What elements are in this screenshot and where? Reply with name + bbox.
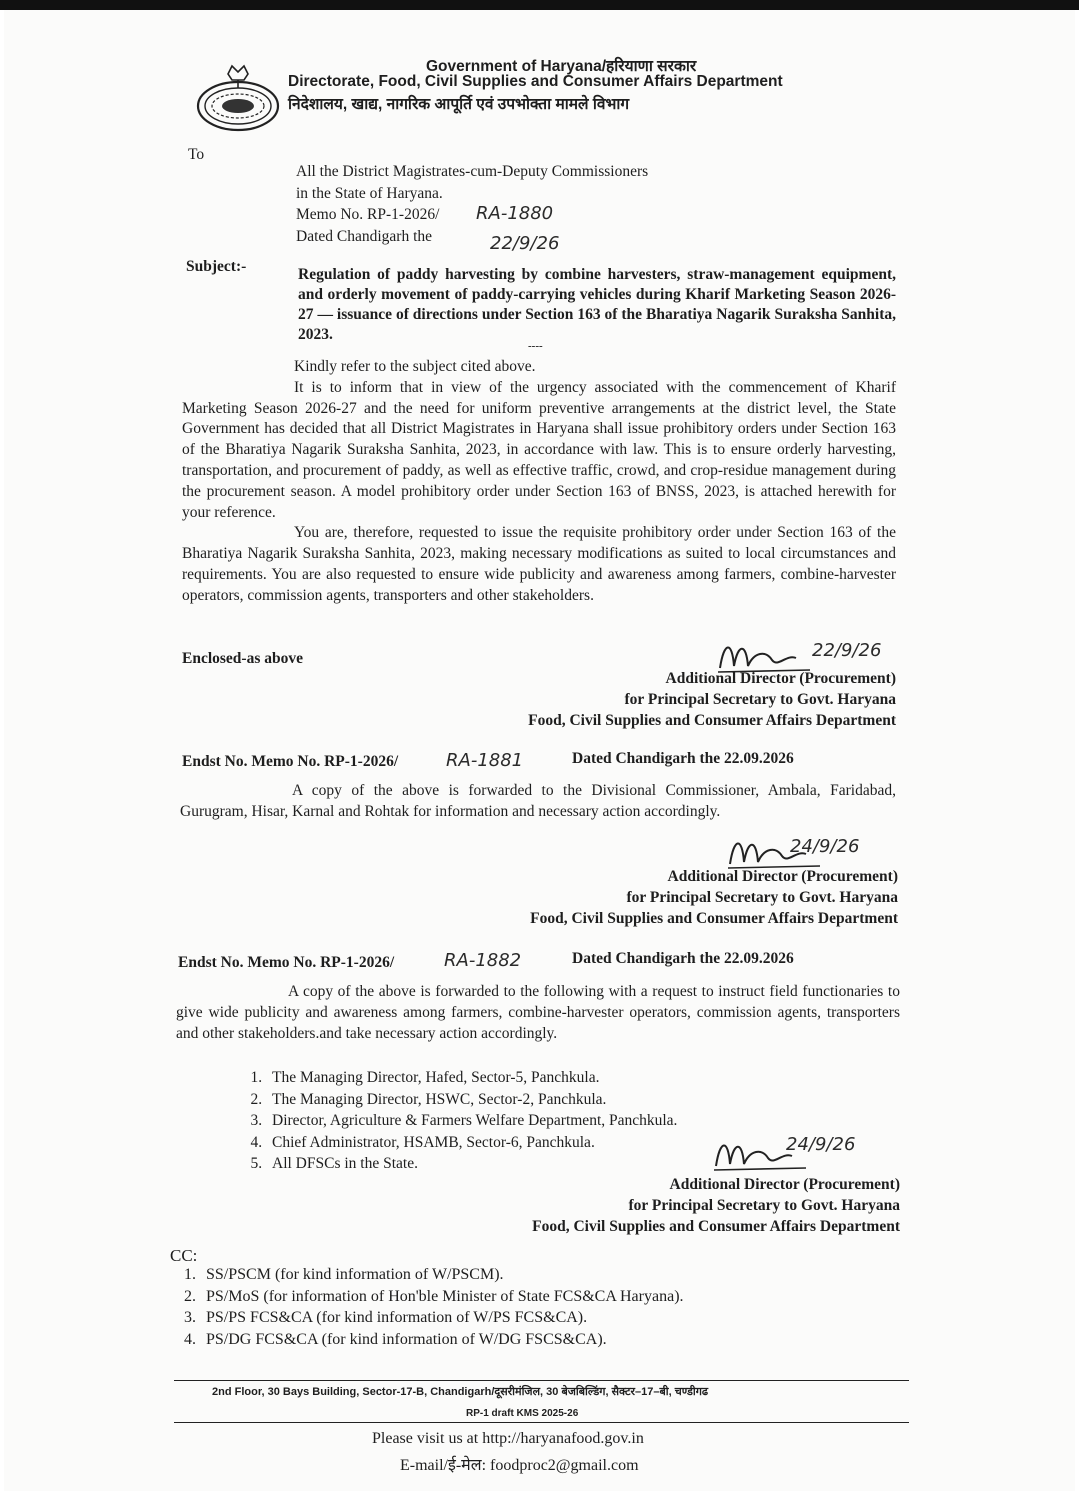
letter-body bbox=[182, 357, 896, 607]
screen-top-bar bbox=[0, 0, 1079, 10]
list-item: 4. PS/DG FCS&CA (for kind information of W/DG FSCS&CA). bbox=[200, 1329, 830, 1351]
list-item: 3. PS/PS FCS&CA (for kind information of W/PS FCS&CA). bbox=[200, 1307, 830, 1329]
signatory-department: Food, Civil Supplies and Consumer Affairs Department bbox=[530, 910, 898, 927]
email-link[interactable]: foodproc2@gmail.com bbox=[490, 1457, 639, 1474]
signature-3-date: 24/9/26 bbox=[786, 1134, 856, 1155]
memo-number-handwritten: RA-1880 bbox=[476, 203, 554, 224]
footer-email bbox=[400, 1453, 639, 1475]
to-label: To bbox=[188, 146, 205, 163]
subject-separator: ---- bbox=[528, 340, 543, 352]
body-para1: Kindly refer to the subject cited above. bbox=[294, 358, 536, 375]
header-directorate: Directorate, Food, Civil Supplies and Consumer Affairs Department bbox=[288, 73, 783, 90]
signature-2-date: 24/9/26 bbox=[790, 836, 860, 857]
addressee-line1: All the District Magistrates-cum-Deputy Commissioners bbox=[296, 163, 649, 180]
list-item: 4. Chief Administrator, HSAMB, Sector-6, Panchkula. bbox=[266, 1132, 796, 1154]
haryana-emblem-seal-icon bbox=[194, 60, 282, 132]
website-link[interactable]: http://haryanafood.gov.in bbox=[482, 1430, 644, 1447]
list-item: 5. All DFSCs in the State. bbox=[266, 1153, 796, 1175]
subject-text: Regulation of paddy harvesting by combine harvesters, straw-management equipment, and orderly movement of paddy-carrying vehicles during Kharif Marketing Season 2026-27 — issuance of directions under Section 163 of the Bharatiya Nagarik Suraksha Sanhita, 2023. bbox=[298, 266, 896, 343]
dated-label: Dated Chandigarh the bbox=[296, 228, 433, 245]
body-para2: It is to inform that in view of the urgency associated with the commencement of Kharif Marketing Season 2026-27 and the need for uniform preventive arrangements at the district level, the State Government has decided that all District Magistrates in Haryana shall issue prohibitory orders under Section 163 of the Bharatiya Nagarik Suraksha Sanhita, 2023, in accordance with law. This is to ensure orderly harvesting, transportation, and procurement of paddy, as well as effective traffic, crowd, and crop-residue management during the procurement season. A model prohibitory order under Section 163 of BNSS, 2023, is attached herewith for your reference. bbox=[182, 378, 896, 521]
list-item: 1. SS/PSCM (for kind information of W/PSCM). bbox=[200, 1264, 830, 1286]
header-government: Government of Haryana/हरियाणा सरकार bbox=[426, 58, 697, 75]
signatory-designation: Additional Director (Procurement) bbox=[667, 868, 898, 885]
memo-number: Memo No. RP-1-2026/ bbox=[296, 206, 440, 223]
signature-block-1 bbox=[434, 668, 896, 731]
endst2-dated: Dated Chandigarh the 22.09.2026 bbox=[572, 950, 794, 967]
endst1-text: A copy of the above is forwarded to the Divisional Commissioner, Ambala, Faridabad, Gurugram, Hisar, Karnal and Rohtak for information and necessary action accordingly. bbox=[180, 782, 896, 820]
document-page bbox=[4, 10, 1075, 1491]
endst2-memo: Endst No. Memo No. RP-1-2026/ bbox=[178, 954, 395, 971]
signatory-for: for Principal Secretary to Govt. Haryana bbox=[624, 691, 896, 708]
endst2-memo-handwritten: RA-1882 bbox=[444, 950, 522, 971]
list-item: 3. Director, Agriculture & Farmers Welfare Department, Panchkula. bbox=[266, 1110, 796, 1132]
body-para3: You are, therefore, requested to issue the requisite prohibitory order under Section 163 of the Bharatiya Nagarik Suraksha Sanhita, 2023, making necessary modifications as suited to local circumstances and requirements. You are also requested to ensure wide publicity and awareness among farmers, combine-harvester operators, commission agents, transporters and other stakeholders. bbox=[182, 524, 896, 604]
footer-divider-bottom bbox=[174, 1422, 909, 1423]
endst2-text: A copy of the above is forwarded to the following with a request to instruct field functionaries to give wide publicity and awareness among farmers, combine-harvester operators, commission agents, transporters and other stakeholders.and take necessary action accordingly. bbox=[176, 983, 900, 1042]
subject-label: Subject:- bbox=[186, 258, 247, 275]
footer-visit bbox=[372, 1430, 644, 1448]
visit-label: Please visit us at bbox=[372, 1430, 479, 1447]
addressee-line2: in the State of Haryana. bbox=[296, 185, 443, 202]
list-item: 1. The Managing Director, Hafed, Sector-5, Panchkula. bbox=[266, 1067, 796, 1089]
footer-draft-ref: RP-1 draft KMS 2025-26 bbox=[466, 1408, 579, 1419]
dated-handwritten: 22/9/26 bbox=[490, 233, 560, 254]
footer-divider-top bbox=[174, 1380, 909, 1381]
signatory-for: for Principal Secretary to Govt. Haryana bbox=[626, 889, 898, 906]
endst1-dated: Dated Chandigarh the 22.09.2026 bbox=[572, 750, 794, 767]
email-label: E-mail/ई-मेल: bbox=[400, 1457, 487, 1474]
signature-1-date: 22/9/26 bbox=[812, 640, 882, 661]
footer-address: 2nd Floor, 30 Bays Building, Sector-17-B, Chandigarh/दूसरीमंजिल, 30 बेजबिल्डिंग, सैक्टर–17–बी, चण्डीगढ bbox=[212, 1386, 709, 1398]
signature-block-2 bbox=[434, 866, 898, 929]
signatory-for: for Principal Secretary to Govt. Haryana bbox=[628, 1197, 900, 1214]
endst1-memo: Endst No. Memo No. RP-1-2026/ bbox=[182, 753, 399, 770]
signatory-department: Food, Civil Supplies and Consumer Affairs Department bbox=[528, 712, 896, 729]
endst1-memo-handwritten: RA-1881 bbox=[446, 750, 524, 771]
signatory-designation: Additional Director (Procurement) bbox=[665, 670, 896, 687]
signatory-department: Food, Civil Supplies and Consumer Affairs Department bbox=[532, 1218, 900, 1235]
signatory-designation: Additional Director (Procurement) bbox=[669, 1176, 900, 1193]
list-item: 2. PS/MoS (for information of Hon'ble Minister of State FCS&CA Haryana). bbox=[200, 1286, 830, 1308]
header-hindi: निदेशालय, खाद्य, नागरिक आपूर्ति एवं उपभोक्ता मामले विभाग bbox=[288, 96, 630, 113]
signature-block-3 bbox=[434, 1174, 900, 1237]
enclosure-note: Enclosed-as above bbox=[182, 650, 303, 667]
cc-label: CC: bbox=[170, 1246, 198, 1265]
list-item: 2. The Managing Director, HSWC, Sector-2, Panchkula. bbox=[266, 1089, 796, 1111]
cc-list bbox=[170, 1264, 830, 1350]
